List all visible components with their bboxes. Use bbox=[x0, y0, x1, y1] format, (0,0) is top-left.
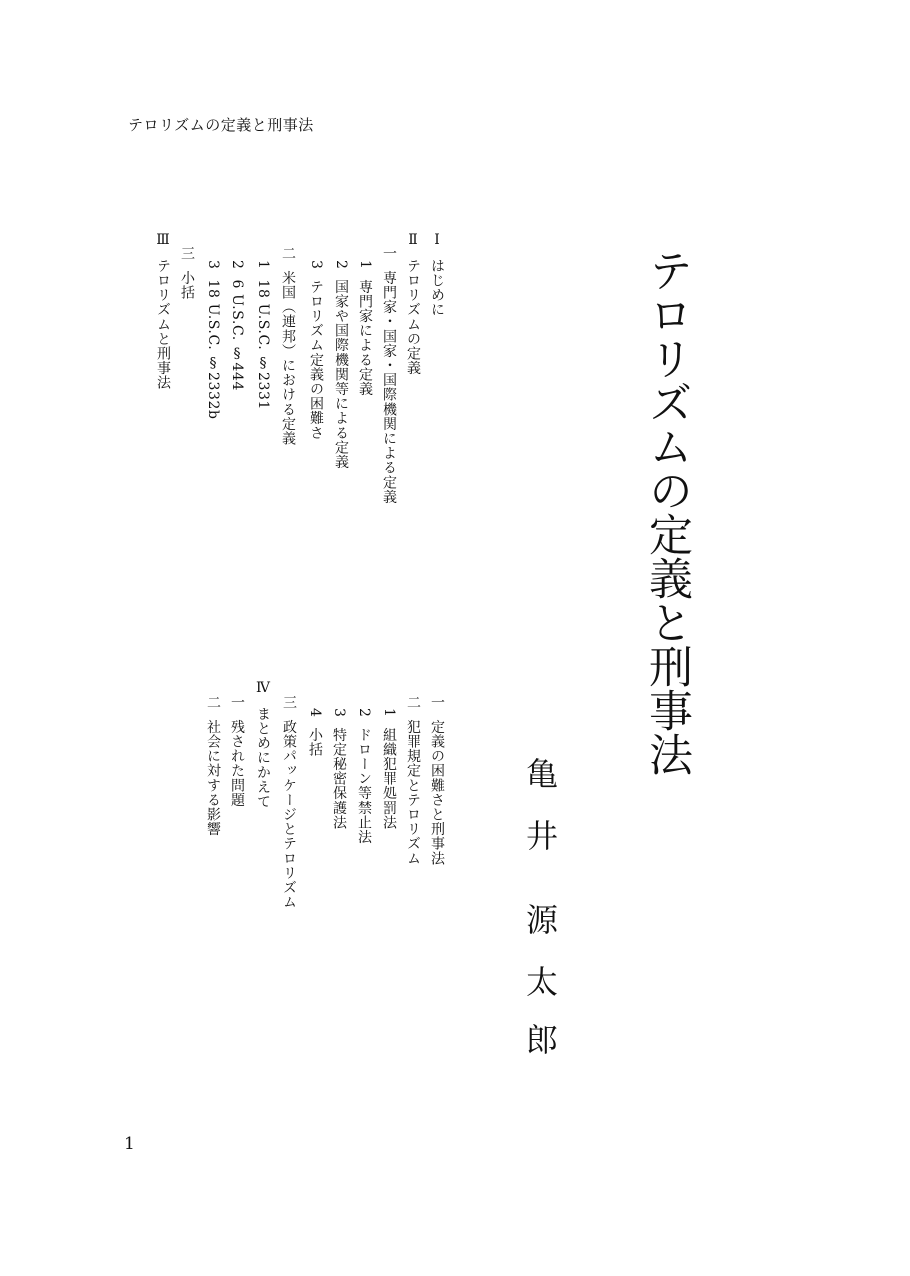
toc-num: Ⅲ bbox=[155, 232, 171, 249]
toc-entry bbox=[228, 260, 246, 391]
toc-num: 1 bbox=[357, 260, 373, 270]
toc-num: Ⅱ bbox=[405, 232, 421, 249]
toc-entry bbox=[254, 680, 272, 809]
running-header: テロリズムの定義と刑事法 bbox=[128, 116, 314, 134]
toc-entry bbox=[306, 708, 324, 757]
toc-num: 一 bbox=[381, 246, 397, 261]
toc-num: 1 bbox=[381, 708, 397, 718]
toc-num: 二 bbox=[280, 246, 296, 261]
toc-num: 一 bbox=[229, 695, 245, 710]
toc-num: 二 bbox=[405, 695, 421, 710]
toc-num: 3 bbox=[308, 260, 324, 270]
toc-text: 組織犯罪処罰法 bbox=[381, 727, 397, 830]
toc-text: はじめに bbox=[429, 258, 445, 318]
toc-text: 社会に対する影響 bbox=[205, 719, 221, 837]
toc-num: 三 bbox=[281, 695, 297, 710]
toc-text: 小括 bbox=[179, 270, 195, 300]
toc-text: 政策パッケージとテロリズム bbox=[281, 719, 297, 910]
toc-num: Ⅰ bbox=[429, 232, 445, 249]
toc-text: まとめにかえて bbox=[255, 706, 271, 809]
toc-num: 3 bbox=[331, 708, 347, 718]
toc-num: 2 bbox=[333, 260, 349, 270]
author-char: 太 bbox=[526, 963, 559, 1001]
toc-text: ドローン等禁止法 bbox=[356, 727, 372, 845]
toc-num: 2 bbox=[229, 260, 245, 270]
toc-num: 4 bbox=[307, 708, 323, 718]
toc-entry bbox=[404, 232, 422, 375]
toc-num: 一 bbox=[429, 695, 445, 710]
toc-text: 残された問題 bbox=[229, 719, 245, 808]
toc-entry bbox=[204, 260, 222, 420]
toc-text: 犯罪規定とテロリズム bbox=[405, 719, 421, 866]
page-number: 1 bbox=[124, 1134, 135, 1154]
toc-text: テロリズムと刑事法 bbox=[155, 258, 171, 391]
toc-num: 3 bbox=[205, 260, 221, 270]
toc-num: 1 bbox=[255, 260, 271, 270]
toc-text: テロリズム定義の困難さ bbox=[308, 279, 324, 441]
toc-num: Ⅳ bbox=[255, 680, 271, 697]
toc-entry bbox=[404, 695, 422, 866]
article-title: テロリズムの定義と刑事法 bbox=[641, 248, 692, 776]
toc-entry bbox=[380, 246, 398, 504]
toc-text: 小括 bbox=[307, 727, 323, 757]
toc-entry bbox=[254, 260, 272, 410]
toc-text: 国家や国際機関等による定義 bbox=[333, 279, 349, 470]
toc-entry bbox=[355, 708, 373, 844]
toc-text: 18 U.S.C. §2331 bbox=[255, 279, 271, 411]
toc-entry bbox=[204, 695, 222, 836]
toc-entry bbox=[178, 246, 196, 300]
toc-text: 専門家による定義 bbox=[357, 279, 373, 397]
toc-text: 特定秘密保護法 bbox=[331, 727, 347, 830]
toc-entry bbox=[228, 695, 246, 807]
toc-entry bbox=[332, 260, 350, 469]
toc-entry bbox=[330, 708, 348, 830]
toc-num: 三 bbox=[179, 246, 195, 261]
toc-text: 定義の困難さと刑事法 bbox=[429, 719, 445, 866]
toc-entry bbox=[428, 232, 446, 317]
toc-text: 専門家・国家・国際機関による定義 bbox=[381, 270, 397, 505]
author-char: 井 bbox=[526, 817, 559, 855]
toc-num: 2 bbox=[356, 708, 372, 718]
author-char: 郎 bbox=[526, 1021, 559, 1059]
toc-entry bbox=[154, 232, 172, 390]
toc-entry bbox=[307, 260, 325, 440]
toc-entry bbox=[380, 708, 398, 830]
toc-entry bbox=[279, 246, 297, 446]
toc-entry bbox=[280, 695, 298, 909]
toc-text: テロリズムの定義 bbox=[405, 258, 421, 376]
author-char: 亀 bbox=[526, 755, 559, 793]
toc-text: 6 U.S.C. §444 bbox=[229, 279, 245, 392]
toc-num: 二 bbox=[205, 695, 221, 710]
toc-entry bbox=[428, 695, 446, 866]
author-char: 源 bbox=[526, 901, 559, 939]
toc-text: 米国（連邦）における定義 bbox=[280, 270, 296, 446]
toc-text: 18 U.S.C. §2332b bbox=[205, 279, 221, 420]
toc-entry bbox=[356, 260, 374, 396]
